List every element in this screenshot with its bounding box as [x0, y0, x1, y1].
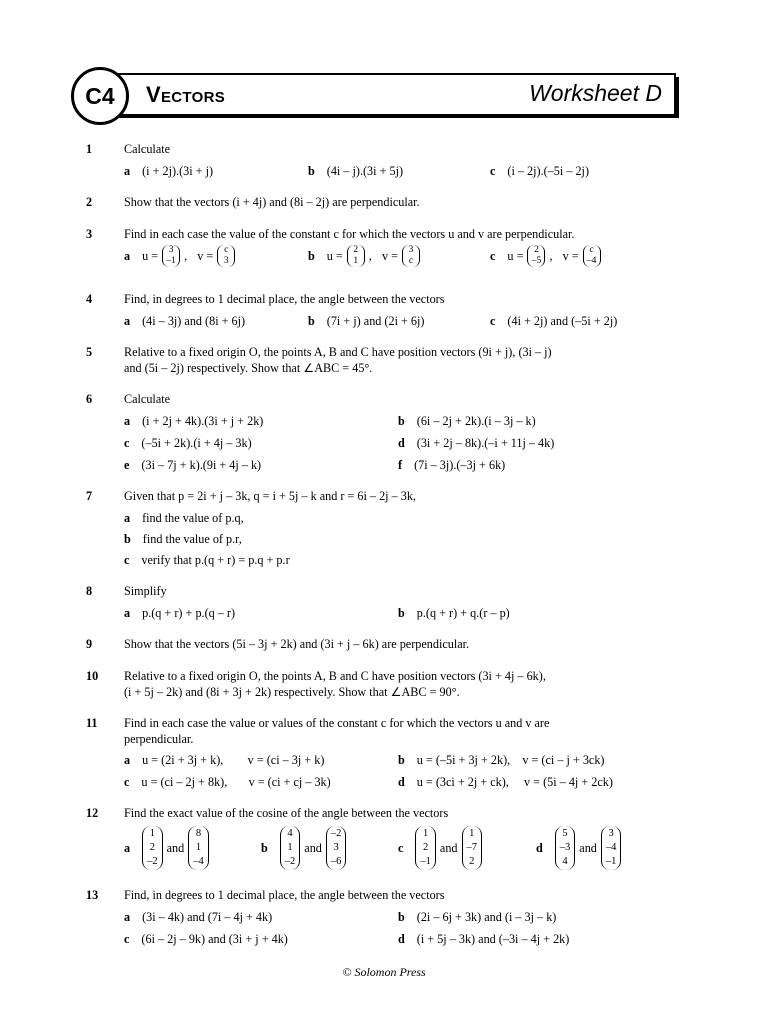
part-d: d (3i + 2j – 8k).(–i + 11j – 4k): [398, 436, 555, 450]
question-number: 3: [86, 227, 93, 241]
part-c: c (–5i + 2k).(i + 4j – 3k): [124, 436, 252, 450]
part-c: c 1 2 –1 and 1 –7 2: [398, 826, 482, 870]
question-number: 9: [86, 637, 93, 651]
part-a: a (4i – 3j) and (8i + 6j): [124, 314, 246, 328]
part-b: b 4 1 –2 and –2 3 –6: [261, 826, 346, 870]
part-a: a p.(q + r) + p.(q – r): [124, 606, 236, 620]
column-vector-v: 3 c: [402, 245, 420, 267]
column-vector-u: 1 2 –2: [142, 826, 163, 870]
part-c: c u = 2 –5 , v = c –4: [490, 245, 601, 267]
question-text: Find, in degrees to 1 decimal place, the angle between the vectors: [124, 292, 445, 306]
part-b: b u = (–5i + 3j + 2k), v = (ci – j + 3ck): [398, 753, 605, 767]
question-number: 12: [86, 806, 99, 820]
question-number: 6: [86, 392, 93, 406]
question-number: 4: [86, 292, 93, 306]
question-text: Given that p = 2i + j – 3k, q = i + 5j – k and r = 6i – 2j – 3k,: [124, 489, 416, 503]
part-c: c (4i + 2j) and (–5i + 2j): [490, 314, 618, 328]
part-d: d (i + 5j – 3k) and (–3i – 4j + 2k): [398, 932, 570, 946]
column-vector-v: c 3: [217, 245, 235, 267]
column-vector-u: 5 –3 4: [555, 826, 576, 870]
question-number: 8: [86, 584, 93, 598]
part-a: a (i + 2j + 4k).(3i + j + 2k): [124, 414, 264, 428]
chapter-label: C4: [85, 82, 115, 109]
column-vector-u: 1 2 –1: [415, 826, 436, 870]
question-text: Show that the vectors (i + 4j) and (8i – 2j) are perpendicular.: [124, 195, 420, 209]
question-number: 5: [86, 345, 93, 359]
question-text: Find the exact value of the cosine of the angle between the vectors: [124, 806, 449, 820]
part-b: b p.(q + r) + q.(r – p): [398, 606, 510, 620]
part-f: f (7i – 3j).(–3j + 6k): [398, 458, 506, 472]
column-vector-u: 2 1: [347, 245, 365, 267]
part-b: b find the value of p.r,: [124, 532, 242, 546]
question-text: Calculate: [124, 142, 171, 156]
part-a: a (3i – 4k) and (7i – 4j + 4k): [124, 910, 273, 924]
header-shadow-right: [676, 77, 679, 118]
column-vector-u: 2 –5: [527, 245, 545, 267]
question-text: Relative to a fixed origin O, the points A, B and C have position vectors (9i + j), (3i – j): [124, 345, 552, 359]
question-number: 10: [86, 669, 99, 683]
part-c: c verify that p.(q + r) = p.q + p.r: [124, 553, 290, 567]
part-a: a (i + 2j).(3i + j): [124, 164, 214, 178]
column-vector-v: 1 –7 2: [462, 826, 483, 870]
question-text: Show that the vectors (5i – 3j + 2k) and (3i + j – 6k) are perpendicular.: [124, 637, 470, 651]
part-c: c (6i – 2j – 9k) and (3i + j + 4k): [124, 932, 288, 946]
column-vector-v: 3 –4 –1: [601, 826, 622, 870]
part-a: a u = (2i + 3j + k), v = (ci – 3j + k): [124, 753, 325, 767]
part-d: d 5 –3 4 and 3 –4 –1: [536, 826, 621, 870]
question-text: Find in each case the value of the constant c for which the vectors u and v are perpendicular.: [124, 227, 575, 241]
part-b: b (6i – 2j + 2k).(i – 3j – k): [398, 414, 536, 428]
question-text: Calculate: [124, 392, 171, 406]
part-b: b (2i – 6j + 3k) and (i – 3j – k): [398, 910, 557, 924]
question-number: 2: [86, 195, 93, 209]
part-c: c u = (ci – 2j + 8k), v = (ci + cj – 3k): [124, 775, 331, 789]
question-number: 1: [86, 142, 93, 156]
part-a: a u = 3 –1 , v = c 3: [124, 245, 235, 267]
part-a: a find the value of p.q,: [124, 511, 244, 525]
column-vector-v: c –4: [583, 245, 601, 267]
question-number: 13: [86, 888, 99, 902]
part-b: b (7i + j) and (2i + 6j): [308, 314, 425, 328]
question-text: Find, in degrees to 1 decimal place, the angle between the vectors: [124, 888, 445, 902]
question-text: Find in each case the value or values of the constant c for which the vectors u and v are: [124, 716, 550, 730]
column-vector-v: –2 3 –6: [326, 826, 347, 870]
column-vector-u: 4 1 –2: [280, 826, 301, 870]
part-e: e (3i – 7j + k).(9i + 4j – k): [124, 458, 262, 472]
copyright-footer: © Solomon Press: [342, 965, 426, 979]
question-number: 11: [86, 716, 98, 730]
part-d: d u = (3ci + 2j + ck), v = (5i – 4j + 2ck): [398, 775, 613, 789]
part-c: c (i – 2j).(–5i – 2j): [490, 164, 589, 178]
question-text-cont: (i + 5j – 2k) and (8i + 3j + 2k) respectively. Show that ∠ABC = 90°.: [124, 685, 460, 699]
worksheet-label: Worksheet D: [529, 80, 662, 106]
column-vector-v: 8 1 –4: [188, 826, 209, 870]
column-vector-u: 3 –1: [162, 245, 180, 267]
part-b: b (4i – j).(3i + 5j): [308, 164, 404, 178]
question-text: Relative to a fixed origin O, the points A, B and C have position vectors (3i + 4j – 6k),: [124, 669, 546, 683]
question-text-cont: perpendicular.: [124, 732, 194, 746]
chapter-badge: [71, 67, 129, 125]
part-a: a 1 2 –2 and 8 1 –4: [124, 826, 209, 870]
page-title: Vectors: [146, 82, 226, 107]
question-number: 7: [86, 489, 93, 503]
part-b: b u = 2 1 , v = 3 c: [308, 245, 420, 267]
question-text: Simplify: [124, 584, 167, 598]
question-text-cont: and (5i – 2j) respectively. Show that ∠ABC = 45°.: [124, 361, 373, 375]
